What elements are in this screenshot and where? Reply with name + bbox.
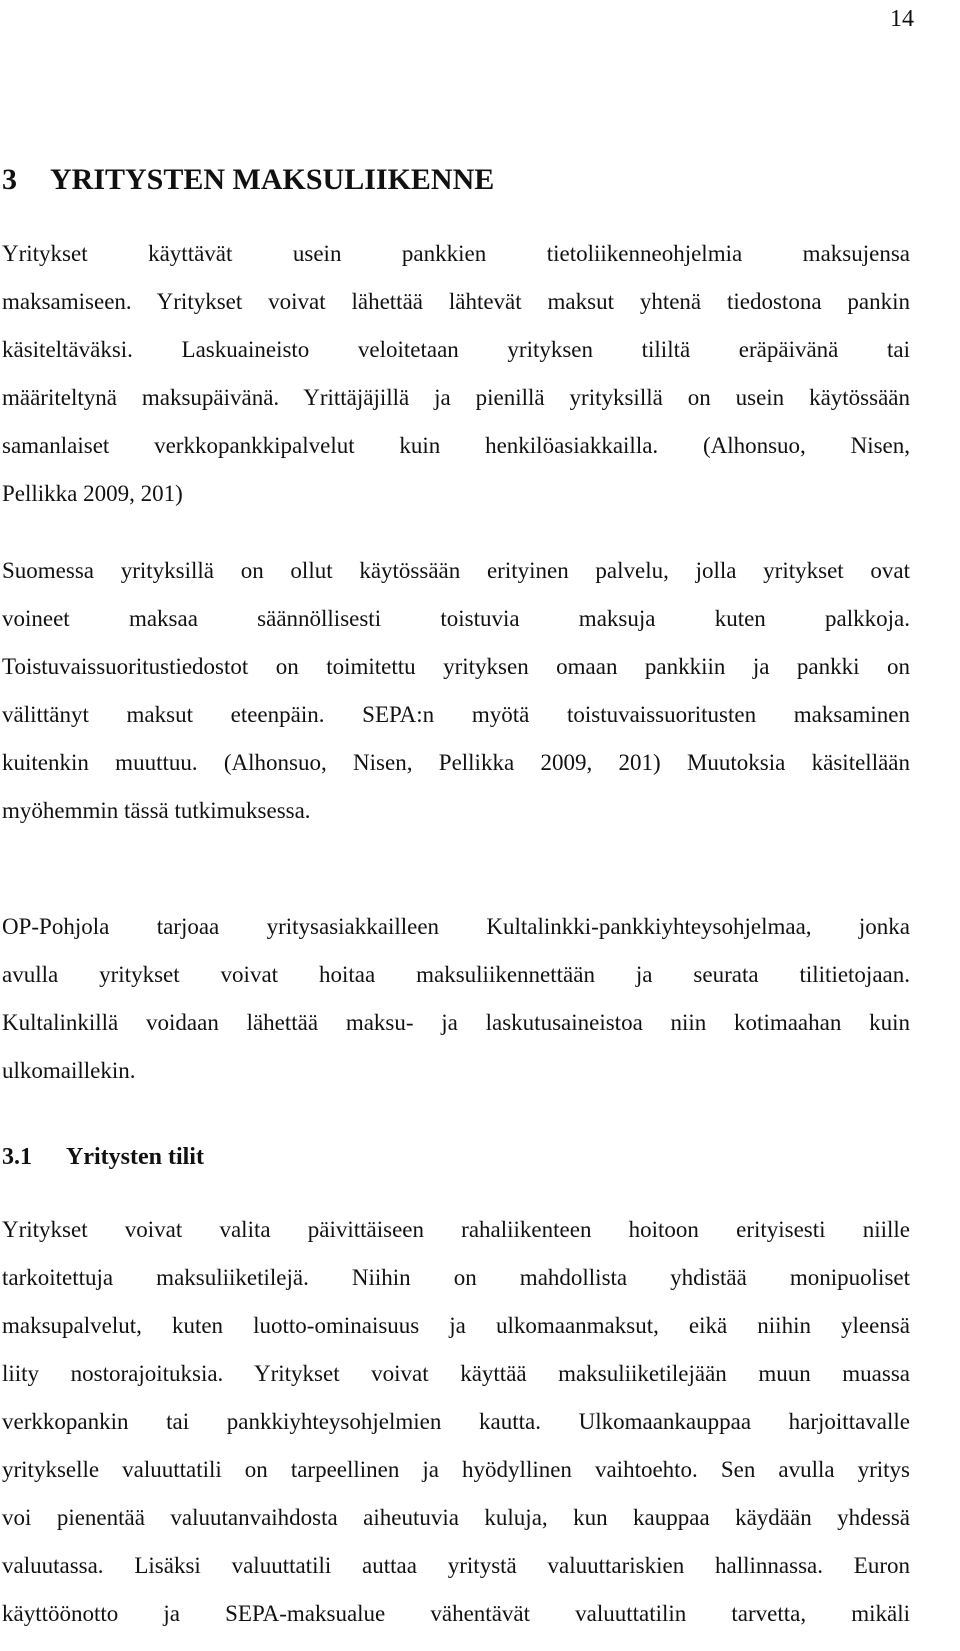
text-line: Kultalinkillä voidaan lähettää maksu- ja laskutusaineistoa niin kotimaahan kuin xyxy=(2,1010,910,1035)
text-line: Toistuvaissuoritustiedostot on toimitettu yrityksen omaan pankkiin ja pankki on xyxy=(2,654,910,679)
chapter-title: YRITYSTEN MAKSULIIKENNE xyxy=(50,163,495,196)
chapter-heading xyxy=(2,160,494,200)
paragraph-1 xyxy=(2,230,910,518)
text-line: yritykselle valuuttatili on tarpeellinen ja hyödyllinen vaihtoehto. Sen avulla yritys xyxy=(2,1457,910,1482)
paragraph-2 xyxy=(2,547,910,835)
section-number: 3.1 xyxy=(2,1144,32,1170)
text-line: Yritykset voivat valita päivittäiseen rahaliikenteen hoitoon erityisesti niille xyxy=(2,1217,910,1242)
text-line: verkkopankin tai pankkiyhteysohjelmien kautta. Ulkomaankauppaa harjoittavalle xyxy=(2,1409,910,1434)
text-line: Yritykset käyttävät usein pankkien tietoliikenneohjelmia maksujensa xyxy=(2,241,910,266)
text-line: maksupalvelut, kuten luotto-ominaisuus ja ulkomaanmaksut, eikä niihin yleensä xyxy=(2,1313,910,1338)
text-line: tarkoitettuja maksuliiketilejä. Niihin on mahdollista yhdistää monipuoliset xyxy=(2,1265,910,1290)
text-line: avulla yritykset voivat hoitaa maksuliikennettään ja seurata tilitietojaan. xyxy=(2,962,910,987)
text-line: samanlaiset verkkopankkipalvelut kuin henkilöasiakkailla. (Alhonsuo, Nisen, xyxy=(2,433,910,458)
text-line: liity nostorajoituksia. Yritykset voivat käyttää maksuliiketilejään muun muassa xyxy=(2,1361,910,1386)
text-line: voi pienentää valuutanvaihdosta aiheutuvia kuluja, kun kauppaa käydään yhdessä xyxy=(2,1505,910,1530)
paragraph-3 xyxy=(2,903,910,1095)
text-line: Suomessa yrityksillä on ollut käytössään erityinen palvelu, jolla yritykset ovat xyxy=(2,558,910,583)
text-line: voineet maksaa säännöllisesti toistuvia maksuja kuten palkkoja. xyxy=(2,606,910,631)
text-line: kuitenkin muuttuu. (Alhonsuo, Nisen, Pellikka 2009, 201) Muutoksia käsitellään xyxy=(2,750,910,775)
page-number: 14 xyxy=(890,6,914,32)
section-title: Yritysten tilit xyxy=(66,1144,204,1170)
text-line: Pellikka 2009, 201) xyxy=(2,481,183,506)
text-line: OP-Pohjola tarjoaa yritysasiakkailleen Kultalinkki-pankkiyhteysohjelmaa, jonka xyxy=(2,914,910,939)
text-line: käsiteltäväksi. Laskuaineisto veloitetaan yrityksen tililtä eräpäivänä tai xyxy=(2,337,910,362)
text-line: välittänyt maksut eteenpäin. SEPA:n myötä toistuvaissuoritusten maksaminen xyxy=(2,702,910,727)
text-line: maksamiseen. Yritykset voivat lähettää lähtevät maksut yhtenä tiedostona pankin xyxy=(2,289,910,314)
text-line: ulkomaillekin. xyxy=(2,1058,136,1083)
text-line: käyttöönotto ja SEPA-maksualue vähentävät valuuttatilin tarvetta, mikäli xyxy=(2,1601,910,1626)
chapter-number: 3 xyxy=(2,163,17,196)
paragraph-4 xyxy=(2,1206,910,1638)
section-heading xyxy=(2,1141,204,1173)
text-line: myöhemmin tässä tutkimuksessa. xyxy=(2,798,311,823)
text-line: määriteltynä maksupäivänä. Yrittäjäjillä ja pienillä yrityksillä on usein käytössään xyxy=(2,385,910,410)
text-line: valuutassa. Lisäksi valuuttatili auttaa yritystä valuuttariskien hallinnassa. Euron xyxy=(2,1553,910,1578)
